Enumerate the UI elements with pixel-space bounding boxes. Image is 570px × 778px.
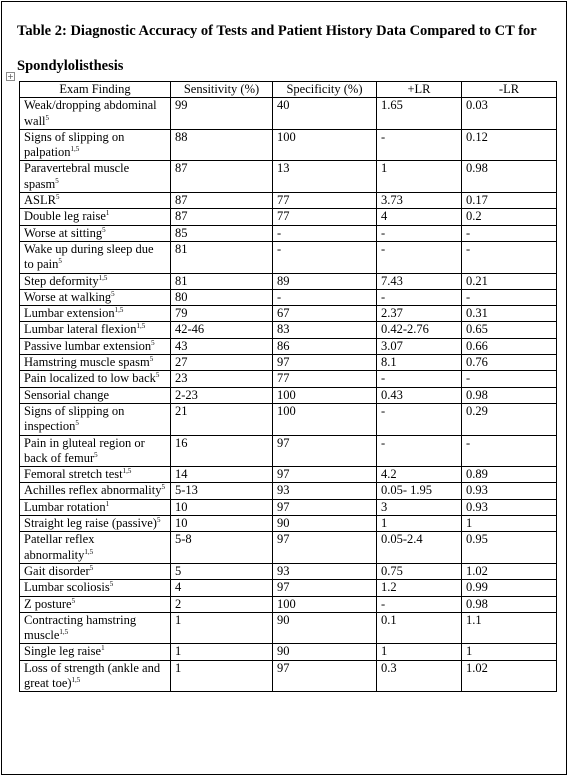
specificity-cell: 97	[273, 467, 377, 483]
negative-lr-cell: -	[462, 435, 557, 467]
exam-finding-text: Lumbar lateral flexion	[24, 322, 137, 337]
positive-lr-cell: -	[377, 371, 462, 387]
exam-finding-cell	[20, 435, 171, 467]
positive-lr-cell: 0.1	[377, 612, 462, 644]
positive-lr-cell: 0.05- 1.95	[377, 483, 462, 499]
table-row	[20, 273, 557, 289]
negative-lr-cell: 0.21	[462, 273, 557, 289]
positive-lr-cell: 0.75	[377, 563, 462, 579]
specificity-cell: 97	[273, 660, 377, 692]
reference-superscript: 5	[89, 563, 94, 572]
negative-lr-cell: 0.65	[462, 322, 557, 338]
exam-finding-text: Weak/dropping abdominal wall	[24, 98, 157, 128]
exam-finding-text: Step deformity	[24, 273, 99, 288]
header-row	[20, 82, 557, 98]
positive-lr-cell: -	[377, 241, 462, 273]
positive-lr-cell: -	[377, 289, 462, 305]
reference-superscript: 5	[102, 225, 106, 234]
specificity-cell: -	[273, 241, 377, 273]
table-row	[20, 403, 557, 435]
reference-superscript: 1,5	[114, 306, 124, 314]
sensitivity-cell: 85	[171, 225, 273, 241]
table-row	[20, 516, 557, 532]
positive-lr-cell: 1.65	[377, 98, 462, 130]
reference-superscript: 5	[161, 483, 165, 492]
exam-finding-text: Lumbar extension	[24, 306, 115, 321]
table-row	[20, 322, 557, 338]
exam-finding-cell	[20, 241, 171, 273]
exam-finding-text: Signs of slipping on inspection	[24, 403, 125, 434]
positive-lr-cell: 8.1	[377, 355, 462, 371]
reference-superscript: 5	[109, 580, 114, 589]
table-row	[20, 371, 557, 387]
exam-finding-cell	[20, 596, 171, 612]
sensitivity-cell: 23	[171, 371, 273, 387]
reference-superscript: 5	[111, 289, 115, 298]
specificity-cell: 77	[273, 209, 377, 225]
table-row	[20, 241, 557, 273]
specificity-cell: 93	[273, 483, 377, 499]
exam-finding-cell	[20, 98, 171, 130]
positive-lr-cell: 3.07	[377, 338, 462, 354]
positive-lr-cell: 4	[377, 209, 462, 225]
exam-finding-text: Z posture	[24, 596, 72, 611]
table-row	[20, 580, 557, 596]
exam-finding-text: Worse at walking	[24, 289, 112, 304]
sensitivity-cell: 43	[171, 338, 273, 354]
diagnostic-accuracy-table	[19, 81, 557, 692]
negative-lr-cell: 0.29	[462, 403, 557, 435]
positive-lr-cell: 1	[377, 644, 462, 660]
exam-finding-text: Single leg raise	[24, 644, 102, 659]
reference-superscript: 1	[105, 209, 110, 218]
sensitivity-cell: 2-23	[171, 387, 273, 403]
exam-finding-text: Sensorial change	[24, 387, 110, 402]
negative-lr-cell: 1	[462, 644, 557, 660]
specificity-cell: 97	[273, 355, 377, 371]
exam-finding-cell	[20, 563, 171, 579]
specificity-cell: 67	[273, 306, 377, 322]
negative-lr-cell: 1.02	[462, 563, 557, 579]
specificity-cell: 90	[273, 612, 377, 644]
exam-finding-cell	[20, 161, 171, 193]
exam-finding-cell	[20, 338, 171, 354]
negative-lr-cell: 0.66	[462, 338, 557, 354]
exam-finding-cell	[20, 612, 171, 644]
reference-superscript: 1	[105, 499, 110, 508]
table-row	[20, 225, 557, 241]
specificity-cell: 100	[273, 596, 377, 612]
exam-finding-cell	[20, 209, 171, 225]
column-header-positive-lr: +LR	[377, 82, 462, 98]
negative-lr-cell: 0.2	[462, 209, 557, 225]
exam-finding-text: Wake up during sleep due to pain	[24, 241, 154, 272]
negative-lr-cell: 0.93	[462, 499, 557, 515]
negative-lr-cell: 1.02	[462, 660, 557, 692]
column-header-negative-lr: -LR	[462, 82, 557, 98]
positive-lr-cell: 3.73	[377, 193, 462, 209]
reference-superscript: 1,5	[70, 145, 80, 154]
exam-finding-text: Loss of strength (ankle and great toe)	[24, 660, 161, 690]
positive-lr-cell: -	[377, 596, 462, 612]
negative-lr-cell: 0.12	[462, 129, 557, 161]
positive-lr-cell: 3	[377, 499, 462, 515]
negative-lr-cell: 0.89	[462, 467, 557, 483]
sensitivity-cell: 42-46	[171, 322, 273, 338]
table-row	[20, 467, 557, 483]
positive-lr-cell: 0.3	[377, 660, 462, 692]
reference-superscript: 5	[58, 257, 62, 266]
reference-superscript: 1,5	[98, 273, 108, 282]
specificity-cell: 90	[273, 644, 377, 660]
table-row	[20, 355, 557, 371]
negative-lr-cell: 0.03	[462, 98, 557, 130]
reference-superscript: 1,5	[59, 627, 69, 636]
specificity-cell: 83	[273, 322, 377, 338]
exam-finding-cell	[20, 580, 171, 596]
positive-lr-cell: 0.05-2.4	[377, 532, 462, 564]
exam-finding-cell	[20, 516, 171, 532]
table-row	[20, 644, 557, 660]
table-row	[20, 596, 557, 612]
reference-superscript: 5	[149, 354, 154, 363]
reference-superscript: 5	[155, 371, 160, 380]
exam-finding-cell	[20, 225, 171, 241]
reference-superscript: 5	[75, 419, 79, 428]
positive-lr-cell: 2.37	[377, 306, 462, 322]
exam-finding-cell	[20, 273, 171, 289]
exam-finding-cell	[20, 193, 171, 209]
positive-lr-cell: -	[377, 435, 462, 467]
table-row	[20, 193, 557, 209]
table-row	[20, 98, 557, 130]
positive-lr-cell: 7.43	[377, 273, 462, 289]
positive-lr-cell: -	[377, 225, 462, 241]
reference-superscript: 5	[151, 338, 155, 347]
specificity-cell: 100	[273, 129, 377, 161]
negative-lr-cell: 0.31	[462, 306, 557, 322]
negative-lr-cell: 0.98	[462, 596, 557, 612]
exam-finding-text: Lumbar rotation	[24, 499, 106, 514]
exam-finding-text: Achilles reflex abnormality	[24, 483, 162, 498]
positive-lr-cell: 1	[377, 516, 462, 532]
table-title: Table 2: Diagnostic Accuracy of Tests and Patient History Data Compared to CT for Spondylolisthesis	[17, 23, 537, 74]
negative-lr-cell: 0.17	[462, 193, 557, 209]
negative-lr-cell: 0.95	[462, 532, 557, 564]
move-handle-icon[interactable]: +	[7, 72, 14, 81]
sensitivity-cell: 5-8	[171, 532, 273, 564]
reference-superscript: 5	[156, 515, 161, 524]
negative-lr-cell: 0.98	[462, 161, 557, 193]
table-row	[20, 499, 557, 515]
sensitivity-cell: 14	[171, 467, 273, 483]
specificity-cell: 40	[273, 98, 377, 130]
reference-superscript: 1,5	[136, 322, 146, 331]
negative-lr-cell: 0.76	[462, 355, 557, 371]
exam-finding-cell	[20, 499, 171, 515]
sensitivity-cell: 27	[171, 355, 273, 371]
negative-lr-cell: 1	[462, 516, 557, 532]
table-body	[20, 98, 557, 692]
exam-finding-text: Lumbar scoliosis	[24, 580, 110, 595]
reference-superscript: 5	[71, 596, 76, 605]
table-row	[20, 387, 557, 403]
sensitivity-cell: 21	[171, 403, 273, 435]
sensitivity-cell: 1	[171, 644, 273, 660]
exam-finding-text: Double leg raise	[24, 209, 106, 224]
sensitivity-cell: 5	[171, 563, 273, 579]
positive-lr-cell: -	[377, 129, 462, 161]
exam-finding-cell	[20, 322, 171, 338]
sensitivity-cell: 4	[171, 580, 273, 596]
sensitivity-cell: 10	[171, 499, 273, 515]
exam-finding-cell	[20, 532, 171, 564]
positive-lr-cell: 4.2	[377, 467, 462, 483]
table-row	[20, 612, 557, 644]
sensitivity-cell: 1	[171, 612, 273, 644]
exam-finding-cell	[20, 467, 171, 483]
table-row	[20, 563, 557, 579]
specificity-cell: 100	[273, 387, 377, 403]
specificity-cell: 13	[273, 161, 377, 193]
exam-finding-cell	[20, 644, 171, 660]
reference-superscript: 5	[55, 176, 59, 185]
sensitivity-cell: 5-13	[171, 483, 273, 499]
exam-finding-text: Pain in gluteal region or back of femur	[24, 435, 145, 465]
sensitivity-cell: 10	[171, 516, 273, 532]
reference-superscript: 1,5	[71, 675, 81, 684]
specificity-cell: 100	[273, 403, 377, 435]
specificity-cell: 97	[273, 499, 377, 515]
negative-lr-cell: 1.1	[462, 612, 557, 644]
table-row	[20, 483, 557, 499]
negative-lr-cell: 0.93	[462, 483, 557, 499]
positive-lr-cell: -	[377, 403, 462, 435]
exam-finding-text: Contracting hamstring muscle	[24, 612, 137, 643]
table-row	[20, 660, 557, 692]
table-row	[20, 129, 557, 161]
reference-superscript: 5	[55, 192, 60, 201]
specificity-cell: 77	[273, 371, 377, 387]
column-header-sensitivity: Sensitivity (%)	[171, 82, 273, 98]
reference-superscript: 1	[101, 644, 105, 653]
exam-finding-text: Gait disorder	[24, 563, 90, 578]
specificity-cell: 97	[273, 532, 377, 564]
negative-lr-cell: -	[462, 241, 557, 273]
sensitivity-cell: 88	[171, 129, 273, 161]
positive-lr-cell: 0.42-2.76	[377, 322, 462, 338]
sensitivity-cell: 99	[171, 98, 273, 130]
table-row	[20, 532, 557, 564]
specificity-cell: 93	[273, 563, 377, 579]
exam-finding-cell	[20, 483, 171, 499]
reference-superscript: 1,5	[84, 547, 94, 556]
exam-finding-text: Patellar reflex abnormality	[24, 532, 95, 562]
table-row	[20, 338, 557, 354]
exam-finding-text: Straight leg raise (passive)	[24, 516, 157, 531]
specificity-cell: -	[273, 225, 377, 241]
specificity-cell: 97	[273, 580, 377, 596]
specificity-cell: 89	[273, 273, 377, 289]
specificity-cell: 97	[273, 435, 377, 467]
exam-finding-cell	[20, 387, 171, 403]
positive-lr-cell: 0.43	[377, 387, 462, 403]
negative-lr-cell: -	[462, 225, 557, 241]
exam-finding-text: Femoral stretch test	[24, 467, 123, 482]
table-row	[20, 435, 557, 467]
exam-finding-text: Passive lumbar extension	[24, 338, 152, 353]
negative-lr-cell: -	[462, 371, 557, 387]
exam-finding-cell	[20, 660, 171, 692]
column-header-exam-finding: Exam Finding	[20, 82, 171, 98]
reference-superscript: 5	[45, 113, 50, 122]
sensitivity-cell: 81	[171, 241, 273, 273]
positive-lr-cell: 1.2	[377, 580, 462, 596]
table-row	[20, 161, 557, 193]
sensitivity-cell: 80	[171, 289, 273, 305]
exam-finding-cell	[20, 403, 171, 435]
sensitivity-cell: 81	[171, 273, 273, 289]
column-header-specificity: Specificity (%)	[273, 82, 377, 98]
exam-finding-text: Paravertebral muscle spasm	[24, 161, 130, 191]
exam-finding-cell	[20, 306, 171, 322]
sensitivity-cell: 87	[171, 161, 273, 193]
exam-finding-text: Hamstring muscle spasm	[24, 355, 150, 370]
exam-finding-text: ASLR	[24, 193, 56, 208]
negative-lr-cell: -	[462, 289, 557, 305]
specificity-cell: -	[273, 289, 377, 305]
exam-finding-cell	[20, 355, 171, 371]
negative-lr-cell: 0.98	[462, 387, 557, 403]
exam-finding-text: Signs of slipping on palpation	[24, 129, 125, 160]
exam-finding-cell	[20, 289, 171, 305]
specificity-cell: 90	[273, 516, 377, 532]
specificity-cell: 77	[273, 193, 377, 209]
reference-superscript: 1,5	[122, 466, 132, 475]
specificity-cell: 86	[273, 338, 377, 354]
positive-lr-cell: 1	[377, 161, 462, 193]
sensitivity-cell: 79	[171, 306, 273, 322]
sensitivity-cell: 16	[171, 435, 273, 467]
sensitivity-cell: 2	[171, 596, 273, 612]
reference-superscript: 5	[94, 450, 98, 459]
sensitivity-cell: 87	[171, 209, 273, 225]
table-row	[20, 209, 557, 225]
sensitivity-cell: 87	[171, 193, 273, 209]
negative-lr-cell: 0.99	[462, 580, 557, 596]
sensitivity-cell: 1	[171, 660, 273, 692]
exam-finding-text: Worse at sitting	[24, 225, 103, 240]
exam-finding-cell	[20, 371, 171, 387]
exam-finding-cell	[20, 129, 171, 161]
exam-finding-text: Pain localized to low back	[24, 371, 156, 386]
table-row	[20, 289, 557, 305]
table-row	[20, 306, 557, 322]
